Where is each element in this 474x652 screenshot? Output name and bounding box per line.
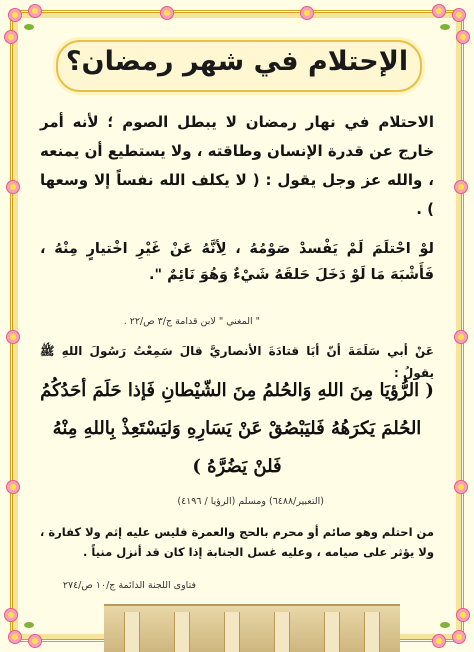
- flower-left-1: [6, 180, 20, 194]
- flower-right-1: [454, 180, 468, 194]
- flower-right-3: [454, 480, 468, 494]
- narration-intro: عَنْ أبي سَلَمَةَ أنّ أبَا قتادَةَ الأنصاريَّ قالَ سَمِعْتُ رَسُولَ اللهِ ﷺ يقولُ :: [40, 344, 434, 380]
- reference-mughni: " المغني " لابن قدامة ج/٣ ص/٢٢ .: [123, 316, 260, 327]
- flower-top-2: [300, 6, 314, 20]
- reference-fatwa: فتاوى اللجنة الدائمة ج/١٠ ص/٢٧٤: [62, 580, 196, 591]
- flower-corner-top-left: [2, 2, 56, 56]
- paragraph-quote: لوْ احْتلَمَ لَمْ يَفْسدْ صَوْمُهُ ، لِأنَّهُ عَنْ غَيْرِ اخْتيارٍ مِنْهُ ، فَأَشْبَهَ مَا لَوْ دَخَلَ حَلقَهُ شَيْءٌ وَهُوَ نَائِمٌ ".: [40, 241, 434, 283]
- flower-left-2: [6, 330, 20, 344]
- flower-corner-top-right: [418, 2, 472, 56]
- reference-hadith: (التعبير/٦٤٨٨) ومسلم (الرؤيا / ٤١٩٦): [177, 496, 324, 507]
- flower-right-2: [454, 330, 468, 344]
- flower-top-1: [160, 6, 174, 20]
- hadith-text: ( الرُّؤيَا مِنَ اللهِ وَالحُلمُ مِنَ الشّيْطانِ فَإذا حَلَمَ أحَدُكُمُ الحُلمَ يَكرَهُهُ فَليَبْصُقْ عَنْ يَسَارِهِ وَليَسْتَعِذْ بِاللهِ مِنْهُ فَلنْ يَضُرَّهُ ): [40, 380, 434, 477]
- page-title: الإحتلام في شهر رمضان؟: [65, 46, 409, 77]
- building-illustration: [104, 604, 400, 652]
- flower-left-3: [6, 480, 20, 494]
- flower-corner-bottom-right: [418, 596, 472, 650]
- paragraph-ruling: الاحتلام في نهار رمضان لا يبطل الصوم ؛ لأنه أمر خارج عن قدرة الإنسان وطاقته ، ولا يستطيع أن يمنعه ، والله عز وجل يقول : ( لا يكلف الله نفساً إلا وسعها ) .: [40, 113, 434, 218]
- paragraph-fatwa: من احتلم وهو صائم أو محرم بالحج والعمرة فليس عليه إثم ولا كفارة ، ولا يؤثر على صيامه ، وعليه غسل الجنابة إذا كان قد أنزل منياً .: [40, 525, 434, 559]
- flower-corner-bottom-left: [2, 596, 56, 650]
